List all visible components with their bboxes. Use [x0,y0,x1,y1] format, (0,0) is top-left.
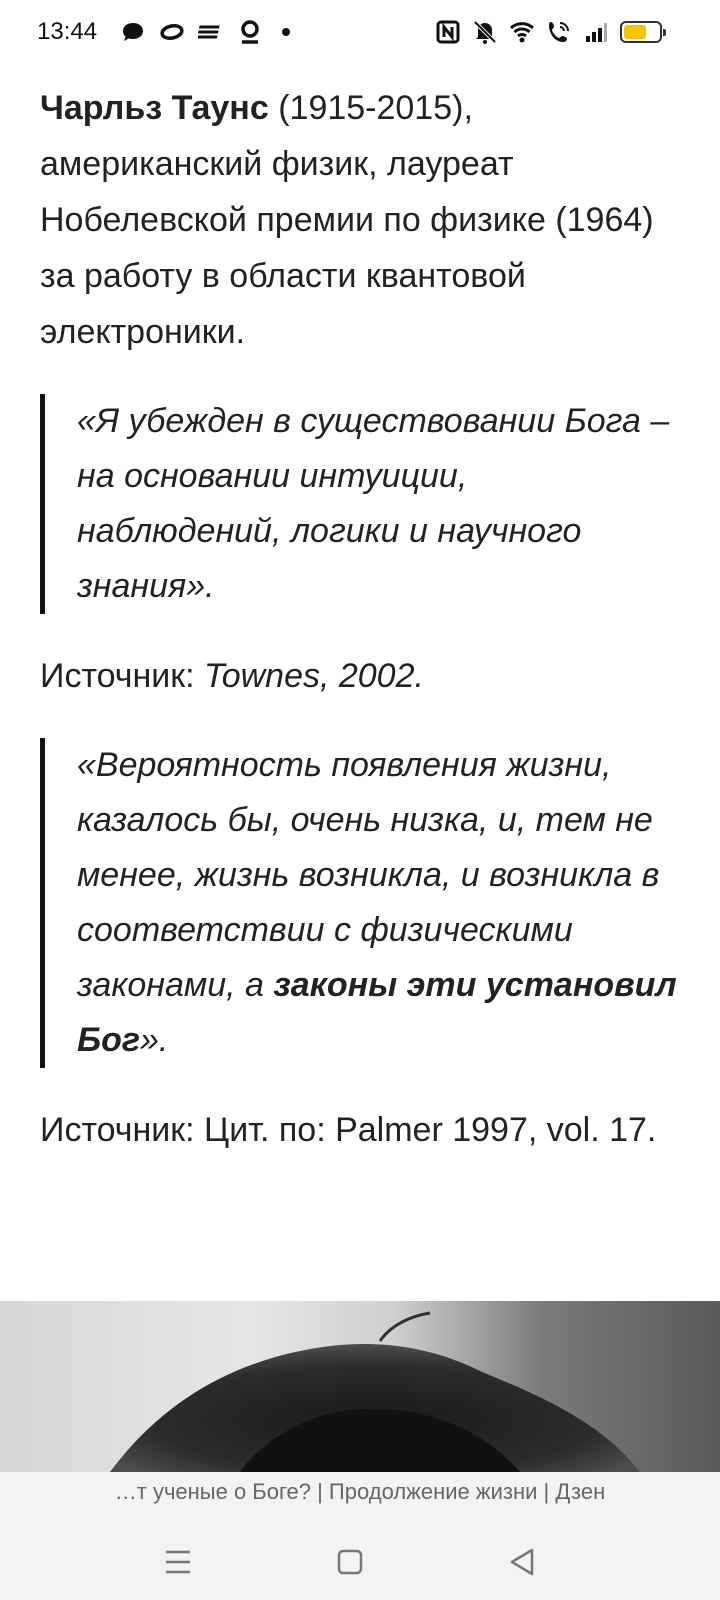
article-content [40,80,680,1158]
source-1-ref: Townes, 2002. [204,657,424,695]
nfc-icon [435,19,461,45]
portrait-photo [0,1301,720,1472]
bell-mute-icon [472,19,498,45]
source-1 [40,648,680,704]
quote-2 [40,738,680,1068]
status-time: 13:44 [37,18,98,45]
quote-1-text: «Я убежден в существовании Бога – на основании интуиции, наблюдений, логики и научного знания». [77,402,670,605]
wifi-icon [509,19,535,45]
location-icon [237,19,263,45]
quote-2-bold: законы эти установил Бог [77,966,677,1059]
system-icons [435,17,662,47]
scientist-name: Чарльз Таунс [40,89,269,127]
article-photo[interactable] [0,1301,720,1472]
ring-icon [159,19,185,45]
menu-icon[interactable] [158,1542,198,1582]
notification-icons [120,18,290,46]
quote-1 [40,394,680,614]
intro-text: (1915-2015), американский физик, лауреат Нобелевской премии по физике (1964) за работу в области квантовой электроники. [40,89,654,351]
source-2 [40,1102,680,1158]
chat-bubble-icon [120,19,146,45]
source-2-text: Источник: Цит. по: Palmer 1997, vol. 17. [40,1111,657,1149]
stack-icon [198,19,224,45]
wifi-call-icon [546,19,572,45]
quote-2-end: ». [140,1021,169,1059]
home-square-icon[interactable] [330,1542,370,1582]
quote-2-text: «Вероятность появления жизни, казалось бы, очень низка, и, тем не менее, жизнь возникла, и возникла в соответствии с физическими законами, а [77,746,660,1004]
status-bar [0,0,720,66]
dot-icon [282,28,290,36]
browser-bottom-bar [0,1472,720,1600]
page-title-bar[interactable]: …т ученые о Боге? | Продолжение жизни | Дзен [114,1479,606,1504]
signal-icon [583,19,609,45]
battery-icon [620,21,662,43]
source-1-prefix: Источник: [40,657,205,695]
battery-level [624,25,646,39]
intro-paragraph [40,80,680,360]
back-triangle-icon[interactable] [502,1542,542,1582]
